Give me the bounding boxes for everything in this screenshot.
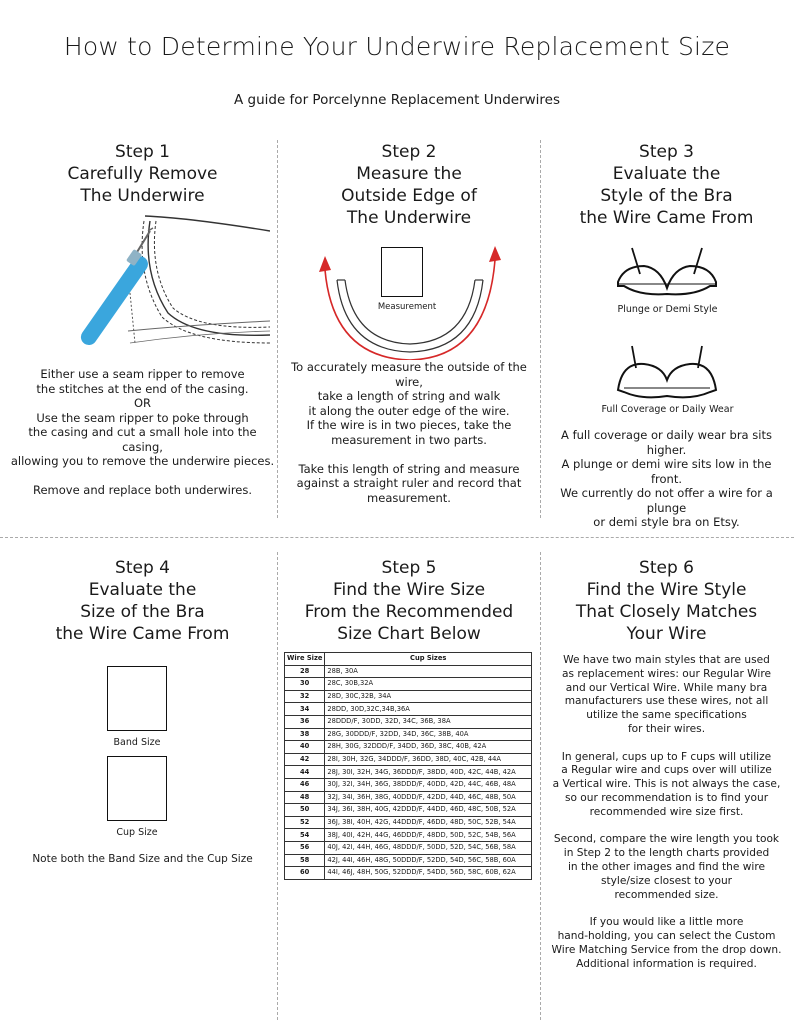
wire-size-cell: 56 [285, 841, 325, 854]
wire-size-cell: 40 [285, 741, 325, 754]
step-1 [10, 141, 275, 207]
measurement-box [381, 247, 423, 297]
table-row [285, 753, 532, 766]
cup-sizes-cell: 40J, 42I, 44H, 46G, 48DDD/F, 50DD, 52D, 54C, 56B, 58A [325, 841, 532, 854]
table-row [285, 741, 532, 754]
table-row [285, 829, 532, 842]
divider-vertical-left-top [277, 140, 278, 518]
wire-size-cell: 46 [285, 778, 325, 791]
cup-sizes-cell: 28D, 30C,32B, 34A [325, 690, 532, 703]
size-chart-table [284, 652, 532, 880]
step-6-heading: Step 6 Find the Wire Style That Closely Matches Your Wire [575, 558, 758, 644]
size-chart-header-row [285, 653, 532, 666]
wire-size-cell: 34 [285, 703, 325, 716]
cup-size-box [107, 756, 167, 821]
step-2-body: To accurately measure the outside of the wire, take a length of string and walk it along the outer edge of the wire. If the wire is in two pieces, take the measurement in two parts. Take this length of string and measure against a straight ruler and record that measurement. [291, 360, 527, 505]
cup-sizes-cell: 28C, 30B,32A [325, 678, 532, 691]
plunge-label: Plunge or Demi Style [617, 304, 718, 315]
divider-vertical-left-bottom [277, 552, 278, 1020]
step-3-heading: Step 3 Evaluate the Style of the Bra the Wire Came From [579, 142, 754, 228]
size-chart-body [285, 665, 532, 879]
table-row [285, 703, 532, 716]
table-row [285, 728, 532, 741]
step-3-body: A full coverage or daily wear bra sits higher. A plunge or demi wire sits low in the front. We currently do not offer a wire for a plunge or demi style bra on Etsy. [560, 428, 773, 529]
cup-sizes-cell: 30J, 32I, 34H, 36G, 38DDD/F, 40DD, 42D, 44C, 46B, 48A [325, 778, 532, 791]
divider-vertical-right-bottom [540, 552, 541, 1020]
step-3 [545, 141, 788, 229]
cup-sizes-cell: 28G, 30DDD/F, 32DD, 34D, 36C, 38B, 40A [325, 728, 532, 741]
cup-sizes-cell: 36J, 38I, 40H, 42G, 44DDD/F, 46DD, 48D, 50C, 52B, 54A [325, 816, 532, 829]
step-2 [280, 141, 538, 229]
cup-sizes-cell: 28H, 30G, 32DDD/F, 34DD, 36D, 38C, 40B, 42A [325, 741, 532, 754]
wire-size-cell: 38 [285, 728, 325, 741]
table-row [285, 715, 532, 728]
full-coverage-label: Full Coverage or Daily Wear [601, 404, 734, 415]
table-row [285, 841, 532, 854]
cup-sizes-cell: 34J, 36I, 38H, 40G, 42DDD/F, 44DD, 46D, 48C, 50B, 52A [325, 804, 532, 817]
cup-sizes-cell: 32J, 34I, 36H, 38G, 40DDD/F, 42DD, 44D, 46C, 48B, 50A [325, 791, 532, 804]
cup-sizes-cell: 42J, 44I, 46H, 48G, 50DDD/F, 52DD, 54D, 56C, 58B, 60A [325, 854, 532, 867]
plunge-bra-icon [614, 246, 720, 298]
wire-size-cell: 36 [285, 715, 325, 728]
table-row [285, 766, 532, 779]
cup-sizes-cell: 44I, 46J, 48H, 50G, 52DDD/F, 54DD, 56D, 58C, 60B, 62A [325, 867, 532, 880]
table-row [285, 778, 532, 791]
cup-sizes-cell: 28I, 30H, 32G, 34DDD/F, 36DD, 38D, 40C, 42B, 44A [325, 753, 532, 766]
measurement-label: Measurement [377, 302, 437, 312]
seam-ripper-illustration [50, 213, 270, 353]
cup-size-label: Cup Size [116, 827, 158, 838]
step-5 [280, 557, 538, 645]
step-4-note: Note both the Band Size and the Cup Size [32, 853, 253, 865]
page-subtitle: A guide for Porcelynne Replacement Underwires [233, 92, 561, 108]
table-row [285, 791, 532, 804]
step-6-body: We have two main styles that are used as replacement wires: our Regular Wire and our Vertical Wire. While many bra manufacturers use these wires, not all utilize the same specifications for their wires. In general, cups up to F cups will utilize a Regular wire and cups over will utilize a Vertical wire. This is not always the case, so our recommendation is to find your recommended wire size first. Second, compare the wire length you took in Step 2 to the length charts provided in the other images and find the wire style/size closest to your recommended size. If you would like a little more hand-holding, you can select the Custom Wire Matching Service from the drop down. Additional information is required. [551, 654, 782, 970]
wire-size-cell: 30 [285, 678, 325, 691]
full-coverage-bra-icon [614, 344, 720, 404]
page-title: How to Determine Your Underwire Replacement Size [63, 32, 731, 61]
table-row [285, 816, 532, 829]
cup-sizes-cell: 28DDD/F, 30DD, 32D, 34C, 36B, 38A [325, 715, 532, 728]
table-row [285, 678, 532, 691]
wire-size-cell: 32 [285, 690, 325, 703]
table-row [285, 867, 532, 880]
band-size-box [107, 666, 167, 731]
cup-sizes-cell: 28B, 30A [325, 665, 532, 678]
wire-size-cell: 58 [285, 854, 325, 867]
cup-sizes-header: Cup Sizes [325, 653, 532, 666]
step-4-heading: Step 4 Evaluate the Size of the Bra the Wire Came From [55, 558, 230, 644]
step-1-body: Either use a seam ripper to remove the stitches at the end of the casing. OR Use the seam ripper to poke through the casing and cut a small hole into the casing, allowing you to remove the underwire pieces. Remove and replace both underwires. [10, 367, 275, 497]
wire-size-cell: 48 [285, 791, 325, 804]
step-2-heading: Step 2 Measure the Outside Edge of The Underwire [341, 142, 477, 228]
wire-size-cell: 44 [285, 766, 325, 779]
wire-size-cell: 52 [285, 816, 325, 829]
step-5-heading: Step 5 Find the Wire Size From the Recommended Size Chart Below [304, 558, 514, 644]
wire-size-cell: 28 [285, 665, 325, 678]
band-size-label: Band Size [113, 737, 161, 748]
table-row [285, 665, 532, 678]
step-4 [10, 557, 275, 645]
wire-size-cell: 42 [285, 753, 325, 766]
table-row [285, 690, 532, 703]
step-6 [545, 557, 788, 645]
wire-size-cell: 54 [285, 829, 325, 842]
cup-sizes-cell: 28J, 30I, 32H, 34G, 36DDD/F, 38DD, 40D, 42C, 44B, 42A [325, 766, 532, 779]
step-1-heading: Step 1 Carefully Remove The Underwire [67, 142, 218, 206]
wire-size-cell: 50 [285, 804, 325, 817]
cup-sizes-cell: 38J, 40I, 42H, 44G, 46DDD/F, 48DD, 50D, 52C, 54B, 56A [325, 829, 532, 842]
wire-size-header: Wire Size [285, 653, 325, 666]
cup-sizes-cell: 28DD, 30D,32C,34B,36A [325, 703, 532, 716]
table-row [285, 804, 532, 817]
divider-vertical-right-top [540, 140, 541, 518]
table-row [285, 854, 532, 867]
divider-horizontal [0, 537, 794, 538]
wire-size-cell: 60 [285, 867, 325, 880]
